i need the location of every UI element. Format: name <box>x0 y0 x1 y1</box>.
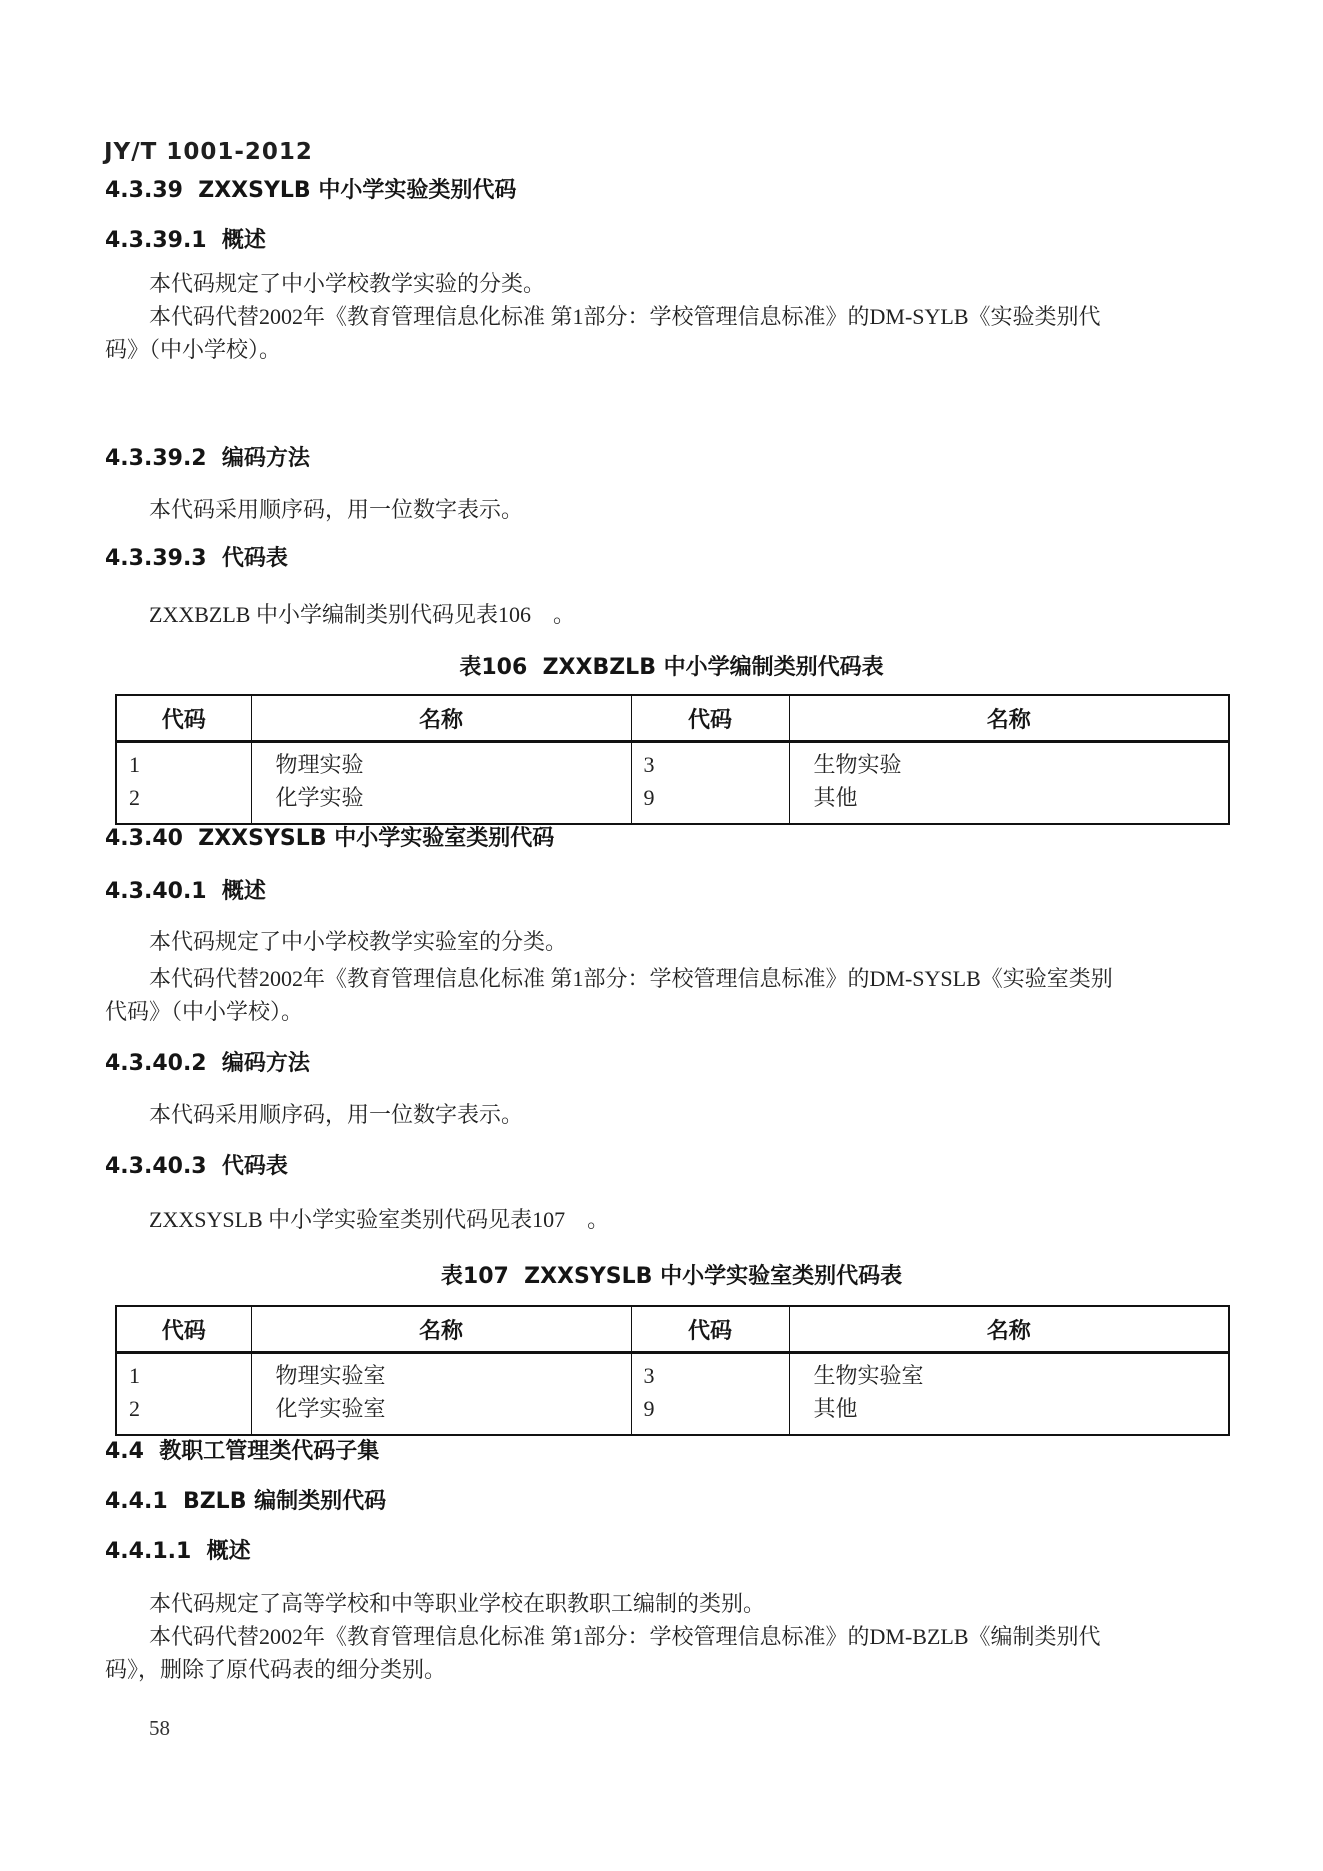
code-value: 9 <box>643 785 655 810</box>
paragraph <box>105 300 1235 366</box>
table-cell-codes <box>631 1353 789 1436</box>
code-value: 1 <box>129 1363 140 1388</box>
code-value: 3 <box>643 1363 655 1388</box>
column-header-code: 代码 <box>631 695 789 742</box>
table-cell-codes <box>116 1353 251 1436</box>
paragraph <box>105 1098 1235 1131</box>
paragraph-line: 本代码代替2002年《教育管理信息化标准 第1部分：学校管理信息标准》的DM-BZLB《编制类别代 <box>149 1624 1101 1649</box>
paragraph <box>105 598 1235 631</box>
column-header-code: 代码 <box>116 695 251 742</box>
paragraph-line: 码》（中小学校）。 <box>105 337 282 362</box>
name-value: 其他 <box>813 1396 858 1421</box>
paragraph <box>105 1203 1235 1236</box>
heading-4-4-1: 4.4.1 BZLB 编制类别代码 <box>105 1489 387 1514</box>
name-value: 生物实验 <box>813 752 902 777</box>
paragraph-line: 本代码采用顺序码，用一位数字表示。 <box>149 1102 524 1127</box>
table-106-header-row <box>116 695 1229 742</box>
code-value: 9 <box>643 1396 655 1421</box>
table-cell-names <box>251 742 631 825</box>
table-106 <box>115 694 1230 825</box>
heading-4-3-39-2: 4.3.39.2 编码方法 <box>105 446 310 471</box>
paragraph-line: 本代码代替2002年《教育管理信息化标准 第1部分：学校管理信息标准》的DM-SYSLB《实验室类别 <box>149 966 1113 991</box>
table-107-body <box>116 1353 1229 1436</box>
table-107 <box>115 1305 1230 1436</box>
paragraph-line: ZXXBZLB 中小学编制类别代码见表106 。 <box>149 602 575 627</box>
heading-4-3-40-2: 4.3.40.2 编码方法 <box>105 1051 310 1076</box>
heading-4-4-1-1: 4.4.1.1 概述 <box>105 1539 251 1564</box>
code-value: 2 <box>129 785 140 810</box>
name-value: 化学实验 <box>275 785 364 810</box>
table-107-header-row <box>116 1306 1229 1353</box>
column-header-code: 代码 <box>116 1306 251 1353</box>
column-header-name: 名称 <box>251 1306 631 1353</box>
paragraph-line: 本代码规定了高等学校和中等职业学校在职教职工编制的类别。 <box>149 1591 766 1616</box>
column-header-name: 名称 <box>251 695 631 742</box>
heading-4-3-39: 4.3.39 ZXXSYLB 中小学实验类别代码 <box>105 178 517 203</box>
name-value: 其他 <box>813 785 858 810</box>
table-107-caption: 表107 ZXXSYSLB 中小学实验室类别代码表 <box>440 1264 903 1289</box>
page-number: 58 <box>149 1716 170 1740</box>
name-value: 物理实验 <box>275 752 364 777</box>
code-value: 2 <box>129 1396 140 1421</box>
heading-4-3-40-1: 4.3.40.1 概述 <box>105 879 266 904</box>
heading-4-3-40-3: 4.3.40.3 代码表 <box>105 1154 288 1179</box>
code-value: 3 <box>643 752 655 777</box>
column-header-code: 代码 <box>631 1306 789 1353</box>
column-header-name: 名称 <box>789 695 1229 742</box>
standard-number-header: JY/T 1001-2012 <box>104 139 313 165</box>
heading-4-4: 4.4 教职工管理类代码子集 <box>105 1439 380 1464</box>
table-106-caption: 表106 ZXXBZLB 中小学编制类别代码表 <box>459 655 884 680</box>
table-cell-codes <box>631 742 789 825</box>
table-cell-names <box>789 1353 1229 1436</box>
paragraph <box>105 925 1235 958</box>
name-value: 物理实验室 <box>275 1363 386 1388</box>
paragraph <box>105 1587 1235 1620</box>
paragraph-line: 代码》（中小学校）。 <box>105 999 304 1024</box>
paragraph-line: 码》，删除了原代码表的细分类别。 <box>105 1657 447 1682</box>
table-cell-names <box>251 1353 631 1436</box>
name-value: 生物实验室 <box>813 1363 924 1388</box>
heading-4-3-40: 4.3.40 ZXXSYSLB 中小学实验室类别代码 <box>105 826 555 851</box>
table-106-body <box>116 742 1229 825</box>
paragraph-line: 本代码规定了中小学校教学实验室的分类。 <box>149 929 568 954</box>
paragraph <box>105 267 1235 300</box>
table-cell-names <box>789 742 1229 825</box>
paragraph-line: ZXXSYSLB 中小学实验室类别代码见表107 。 <box>149 1207 610 1232</box>
paragraph <box>105 962 1235 1028</box>
paragraph-line: 本代码代替2002年《教育管理信息化标准 第1部分：学校管理信息标准》的DM-SYLB《实验类别代 <box>149 304 1101 329</box>
heading-4-3-39-3: 4.3.39.3 代码表 <box>105 546 288 571</box>
column-header-name: 名称 <box>789 1306 1229 1353</box>
paragraph-line: 本代码规定了中小学校教学实验的分类。 <box>149 271 546 296</box>
paragraph <box>105 1620 1235 1686</box>
paragraph <box>105 493 1235 526</box>
name-value: 化学实验室 <box>275 1396 386 1421</box>
code-value: 1 <box>129 752 140 777</box>
paragraph-line: 本代码采用顺序码，用一位数字表示。 <box>149 497 524 522</box>
table-cell-codes <box>116 742 251 825</box>
heading-4-3-39-1: 4.3.39.1 概述 <box>105 228 266 253</box>
